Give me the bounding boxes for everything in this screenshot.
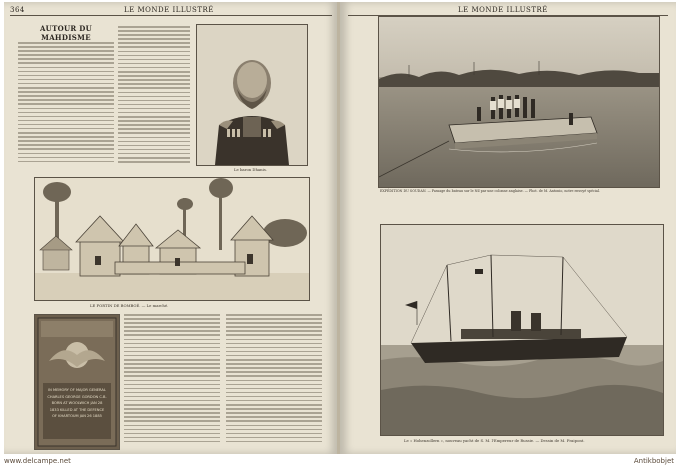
gordon-memorial-plaque [34,314,120,450]
river-photograph [378,16,660,188]
yacht-illustration [380,224,664,436]
running-head-left: LE MONDE ILLUSTRÉ [124,6,214,14]
plaque-ornament [35,315,119,449]
plaque-line: CHARLES GEORGE GORDON C.B. [47,394,107,399]
text-column-1 [18,42,114,168]
plaque-line: OF KHARTOUM JAN 26 1885 [52,414,102,418]
plaque-line: BORN AT WOOLWICH JAN 28 [51,401,103,405]
photo-caption: EXPÉDITION DU SOUDAN. — Passage du bateau sur le Nil par une colonne anglaise. — Phot. de M. Antonio, notre envoyé spécial. [380,189,600,193]
header-rule [10,15,332,16]
hohenzollern-yacht [381,225,663,435]
text-column-4 [226,314,322,448]
officer-portrait [197,25,307,165]
footer-bar [0,454,680,467]
fort-illustration [35,178,309,300]
watermark-left[interactable]: www.delcampe.net [4,457,71,465]
portrait-engraving [196,24,308,166]
plaque-inscription [43,387,111,420]
right-page [340,2,676,454]
yacht-caption: Le « Hohenzollern », nouveau yacht de S. M. l'Empereur de Russie. — Dessin de M. Fraipont. [404,438,585,443]
portrait-caption: Le baron Dhanis. [234,167,267,172]
plaque-line: 1833 KILLED AT THE DEFENCE [49,407,105,412]
running-head-right: LE MONDE ILLUSTRÉ [458,6,548,14]
magazine-spread [4,2,676,454]
article-title: AUTOUR DU MAHDISME [39,24,93,42]
text-column-3 [124,314,220,448]
plaque-line: IN MEMORY OF MAJOR GENERAL [48,388,106,392]
left-page [4,2,338,454]
nile-crossing-photo [379,17,659,187]
fort-engraving [34,177,310,301]
page-number: 364 [10,6,25,14]
text-column-2 [118,26,190,168]
fort-caption: LE FORTIN DE BOMBOÉ. — Le marché. [90,303,169,308]
watermark-right[interactable]: Antikbobjet [633,457,674,465]
